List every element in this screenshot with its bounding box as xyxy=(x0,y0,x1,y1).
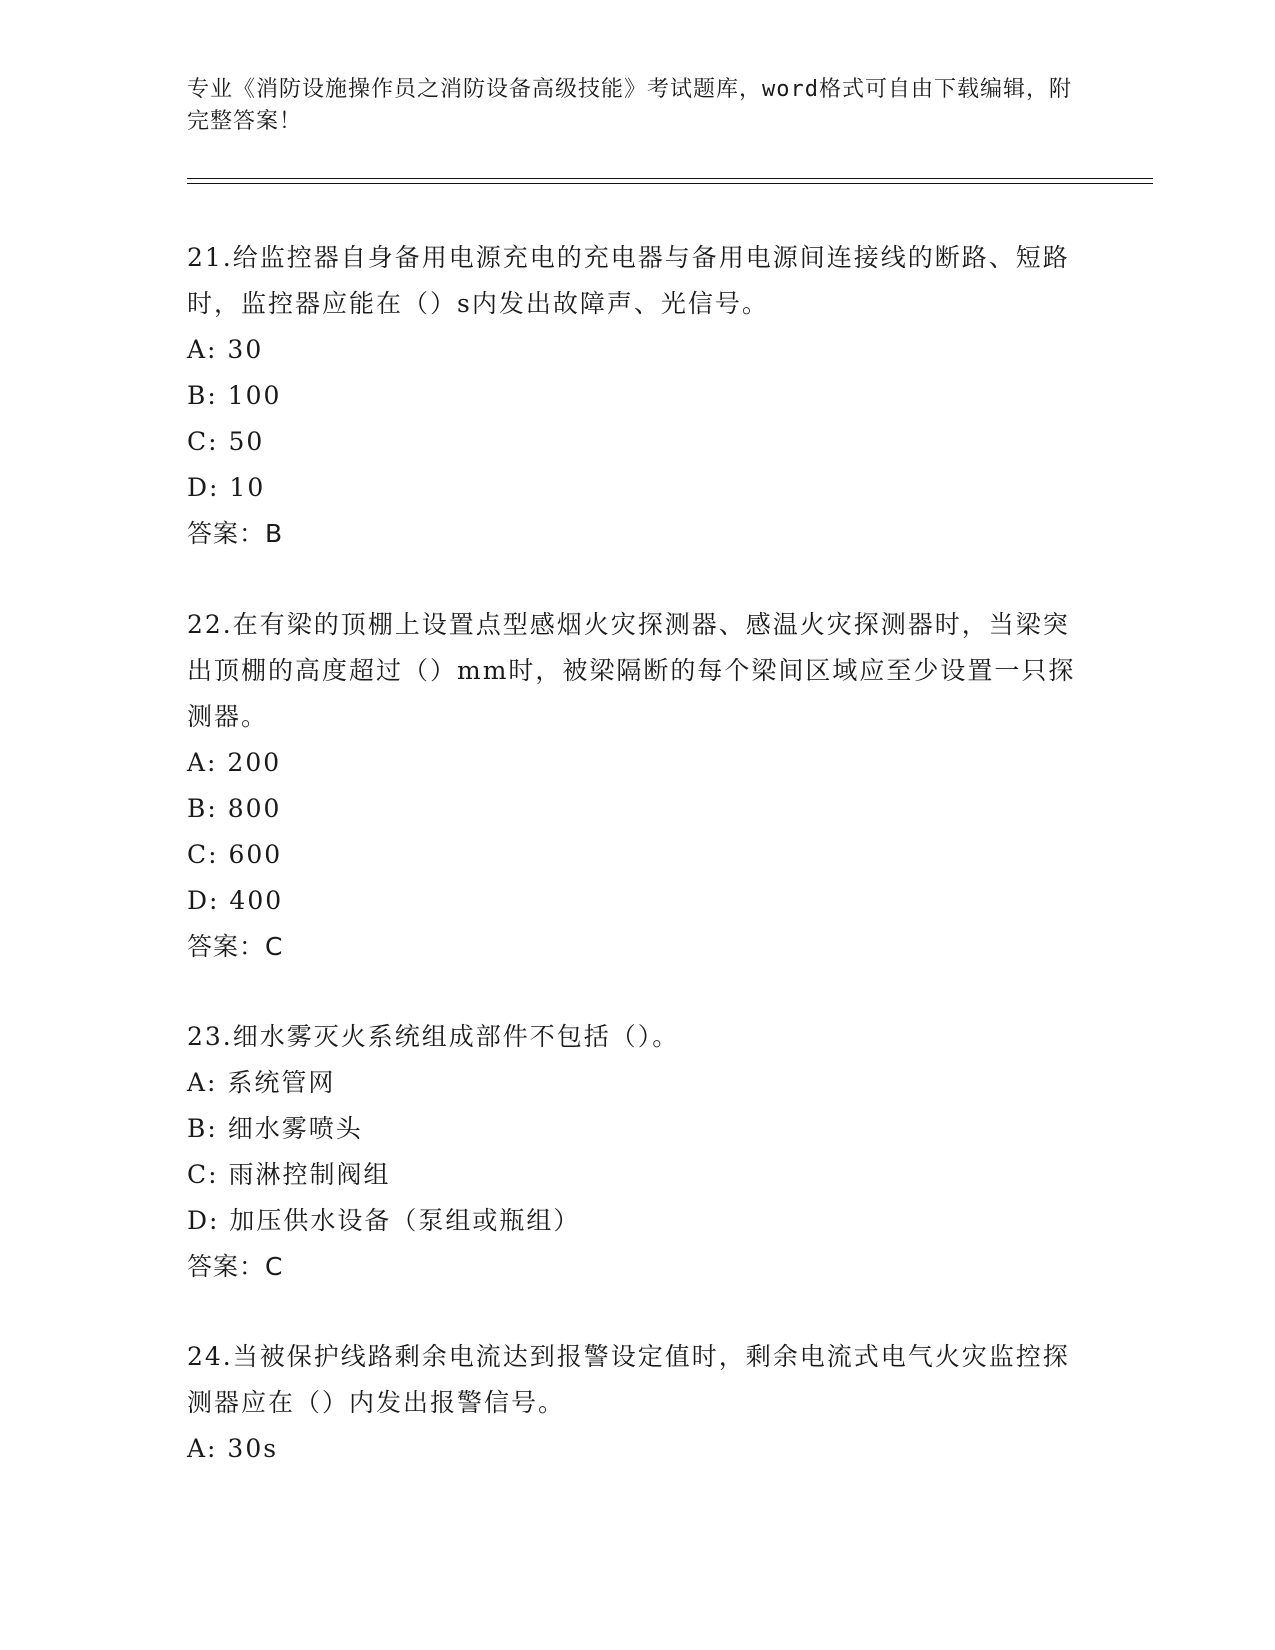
option-c: C: 600 xyxy=(187,840,283,869)
option-d: D: 400 xyxy=(187,886,284,915)
option-a: A: 30 xyxy=(187,335,264,364)
question-stem: 21.给监控器自身备用电源充电的充电器与备用电源间连接线的断路、短路时，监控器应能在（）s内发出故障声、光信号。 xyxy=(187,243,1070,318)
option-b: B: 800 xyxy=(187,794,282,823)
option-b: B: 细水雾喷头 xyxy=(187,1114,363,1143)
question-stem: 24.当被保护线路剩余电流达到报警设定值时，剩余电流式电气火灾监控探测器应在（）内发出报警信号。 xyxy=(187,1342,1070,1417)
question-24 xyxy=(187,1334,1087,1472)
option-a: A: 200 xyxy=(187,748,282,777)
option-c: C: 50 xyxy=(187,427,265,456)
answer: 答案：C xyxy=(187,1252,284,1281)
question-22 xyxy=(187,602,1087,970)
question-23 xyxy=(187,1014,1087,1290)
option-d: D: 加压供水设备（泵组或瓶组） xyxy=(187,1206,581,1235)
option-b: B: 100 xyxy=(187,381,282,410)
option-a: A: 系统管网 xyxy=(187,1068,336,1097)
header-divider-top xyxy=(187,178,1153,179)
header-divider-bottom xyxy=(187,183,1153,184)
answer: 答案：B xyxy=(187,519,284,548)
option-a: A: 30s xyxy=(187,1434,279,1463)
question-21 xyxy=(187,235,1087,557)
option-c: C: 雨淋控制阀组 xyxy=(187,1160,391,1189)
question-stem: 23.细水雾灭火系统组成部件不包括（）。 xyxy=(187,1022,680,1051)
answer: 答案：C xyxy=(187,932,284,961)
option-d: D: 10 xyxy=(187,473,266,502)
question-stem: 22.在有梁的顶棚上设置点型感烟火灾探测器、感温火灾探测器时，当梁突出顶棚的高度超过（）mm时，被梁隔断的每个梁间区域应至少设置一只探测器。 xyxy=(187,610,1076,731)
document-header: 专业《消防设施操作员之消防设备高级技能》考试题库，word格式可自由下载编辑，附完整答案！ xyxy=(187,77,1072,134)
